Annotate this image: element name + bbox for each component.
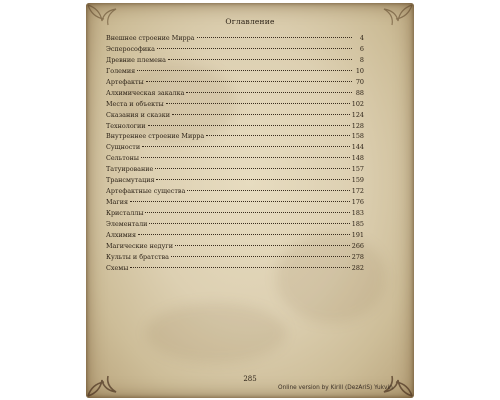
toc-entry[interactable]: [106, 121, 364, 132]
toc-entry-page: 278: [351, 252, 364, 261]
toc-entry-page: 266: [351, 241, 364, 250]
toc-entry-label: Трансмутация: [106, 176, 155, 185]
toc-entry-page: 70: [355, 77, 364, 86]
toc-entry[interactable]: [106, 263, 364, 274]
toc-entry-page: 88: [355, 88, 364, 97]
toc-dot-leader: [149, 223, 349, 224]
toc-entry-page: 172: [351, 187, 364, 196]
parchment-page: [86, 3, 414, 398]
toc-dot-leader: [145, 212, 349, 213]
toc-dot-leader: [187, 190, 349, 191]
toc-dot-leader: [197, 37, 353, 38]
toc-entry-page: 128: [351, 121, 364, 130]
toc-dot-leader: [138, 234, 350, 235]
toc-entry[interactable]: [106, 197, 364, 208]
toc-entry-page: 183: [351, 209, 364, 217]
toc-entry-label: Кристаллы: [106, 209, 144, 217]
toc-entry-label: Големия: [106, 66, 136, 75]
toc-entry-page: 4: [359, 34, 364, 42]
toc-entry-page: 159: [351, 176, 364, 185]
toc-dot-leader: [186, 92, 352, 93]
toc-entry-page: 148: [351, 154, 364, 163]
toc-entry[interactable]: [106, 164, 364, 175]
toc-entry-label: Сельтоны: [106, 154, 139, 163]
toc-entry-label: Схемы: [106, 263, 129, 272]
toc-entry-label: Древние племена: [106, 55, 166, 64]
toc-dot-leader: [148, 125, 350, 126]
toc-entry[interactable]: [106, 66, 364, 77]
toc-entry-page: 185: [351, 219, 364, 228]
toc-entry[interactable]: [106, 77, 364, 88]
table-of-contents: [106, 33, 364, 274]
toc-dot-leader: [166, 103, 350, 104]
toc-dot-leader: [157, 48, 352, 49]
toc-entry[interactable]: [106, 230, 364, 241]
toc-dot-leader: [172, 114, 350, 115]
toc-dot-leader: [156, 179, 349, 180]
credit-text: Online version by Kirill (DezAriS) Yukvin: [278, 385, 393, 391]
toc-dot-leader: [206, 135, 350, 136]
toc-entry-label: Сказания и сказки: [106, 110, 170, 119]
toc-entry[interactable]: [106, 219, 364, 230]
toc-entry-label: Магия: [106, 198, 128, 207]
toc-dot-leader: [146, 81, 352, 82]
toc-entry[interactable]: [106, 110, 364, 121]
toc-entry-label: Сущности: [106, 143, 141, 152]
toc-entry-page: 176: [351, 198, 364, 207]
toc-entry[interactable]: [106, 131, 364, 142]
toc-entry-page: 282: [351, 263, 364, 272]
toc-entry-page: 124: [351, 110, 364, 119]
toc-entry-label: Алхимическая закалка: [106, 88, 185, 97]
toc-entry[interactable]: [106, 142, 364, 153]
toc-entry-label: Эсперософика: [106, 44, 155, 53]
toc-entry-page: 8: [359, 55, 364, 64]
toc-entry[interactable]: [106, 44, 364, 55]
toc-dot-leader: [130, 267, 349, 268]
toc-entry[interactable]: [106, 88, 364, 99]
toc-dot-leader: [168, 59, 352, 60]
toc-entry-page: 6: [359, 44, 364, 53]
toc-entry[interactable]: [106, 241, 364, 252]
toc-dot-leader: [171, 256, 350, 257]
toc-entry-label: Татуирование: [106, 165, 154, 174]
toc-entry-page: 10: [355, 66, 364, 75]
parchment-stain: [146, 303, 286, 363]
toc-entry-label: Внешнее строение Мирра: [106, 34, 195, 42]
toc-entry[interactable]: [106, 208, 364, 219]
toc-entry[interactable]: [106, 186, 364, 197]
toc-entry-label: Внутреннее строение Мирра: [106, 132, 205, 141]
toc-entry-page: 191: [351, 230, 364, 239]
toc-entry-label: Места и объекты: [106, 99, 164, 108]
toc-entry-page: 144: [351, 143, 364, 152]
toc-entry-page: 102: [351, 99, 364, 108]
toc-dot-leader: [142, 146, 350, 147]
toc-dot-leader: [137, 70, 352, 71]
toc-dot-leader: [175, 245, 350, 246]
toc-dot-leader: [141, 157, 350, 158]
toc-entry-label: Алхимия: [106, 230, 137, 239]
toc-dot-leader: [130, 201, 350, 202]
toc-entry[interactable]: [106, 99, 364, 110]
toc-entry[interactable]: [106, 33, 364, 44]
toc-entry[interactable]: [106, 175, 364, 186]
toc-entry-label: Культы и братства: [106, 252, 169, 261]
toc-entry-label: Магические недуги: [106, 241, 173, 250]
toc-entry-label: Артефактные существа: [106, 187, 186, 196]
toc-entry-label: Технологии: [106, 121, 146, 130]
toc-entry-label: Элементали: [106, 219, 148, 228]
toc-entry-page: 158: [351, 132, 364, 141]
toc-entry[interactable]: [106, 252, 364, 263]
page-number: 285: [243, 375, 257, 383]
toc-entry-label: Артефакты: [106, 77, 144, 86]
toc-entry[interactable]: [106, 153, 364, 164]
toc-title: Оглавление: [225, 17, 275, 26]
toc-entry[interactable]: [106, 55, 364, 66]
toc-entry-page: 157: [351, 165, 364, 174]
toc-dot-leader: [155, 168, 350, 169]
